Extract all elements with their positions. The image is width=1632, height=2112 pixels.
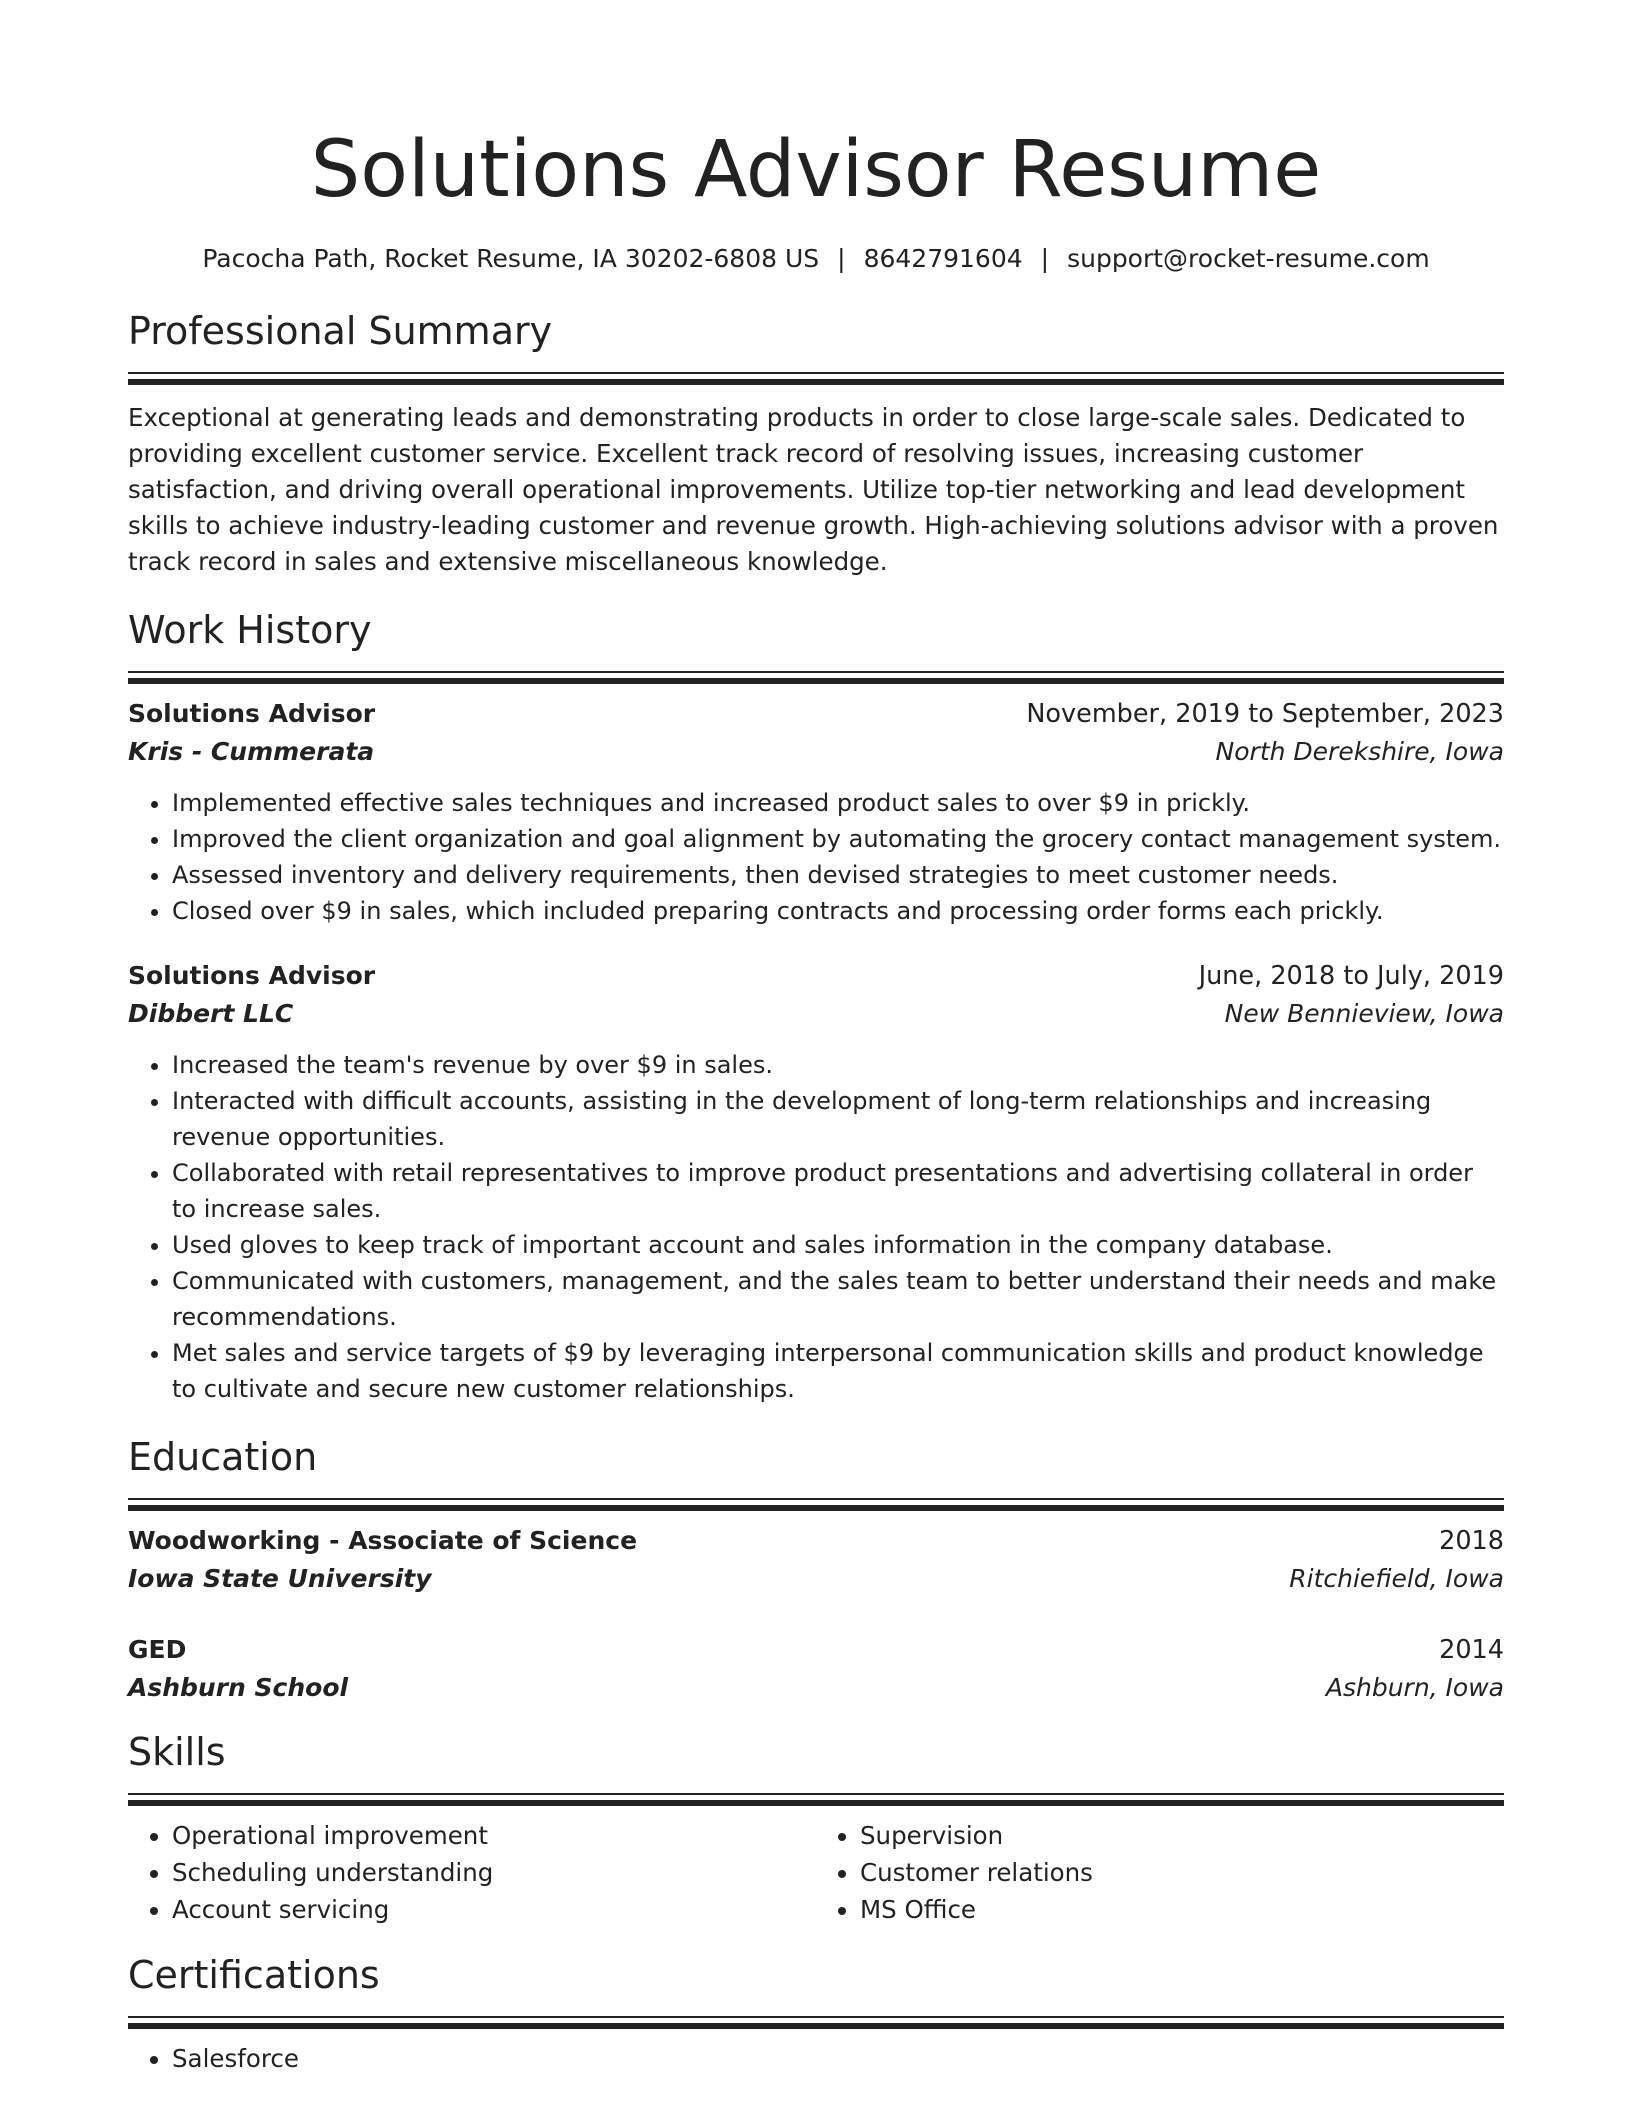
resume-title: Solutions Advisor Resume bbox=[310, 125, 1322, 215]
skills-section bbox=[128, 1727, 1504, 1928]
education-school: Ashburn School bbox=[128, 1673, 349, 1702]
job-bullets bbox=[128, 785, 1504, 929]
section-heading-work-history: Work History bbox=[128, 608, 372, 652]
contact-email: support@rocket-resume.com bbox=[1067, 244, 1430, 273]
list-item: • Increased the team's revenue by over $9 in sales. bbox=[172, 1047, 1504, 1083]
education-entry bbox=[128, 1522, 1504, 1598]
job-bullets bbox=[128, 1047, 1504, 1407]
list-item: • Customer relations bbox=[860, 1854, 1504, 1891]
job-dates: June, 2018 to July, 2019 bbox=[1198, 961, 1504, 991]
education-degree: Woodworking - Associate of Science bbox=[128, 1526, 638, 1555]
section-divider bbox=[128, 2016, 1504, 2018]
list-item: • Operational improvement bbox=[172, 1817, 816, 1854]
education-year: 2018 bbox=[1439, 1526, 1504, 1556]
list-item: • Salesforce bbox=[172, 2040, 1504, 2077]
education-degree: GED bbox=[128, 1635, 187, 1664]
skills-column-left bbox=[128, 1817, 816, 1928]
skills-grid bbox=[128, 1817, 1504, 1928]
education-year: 2014 bbox=[1439, 1635, 1504, 1665]
section-heading-education: Education bbox=[128, 1435, 318, 1479]
list-item: • Met sales and service targets of $9 by leveraging interpersonal communication skills and product knowledge to cultivate and secure new customer relationships. bbox=[172, 1335, 1504, 1407]
section-divider bbox=[128, 1498, 1504, 1500]
section-divider bbox=[128, 671, 1504, 673]
job-company: Kris - Cummerata bbox=[128, 737, 375, 766]
job-dates: November, 2019 to September, 2023 bbox=[1026, 699, 1504, 729]
list-item: • MS Office bbox=[860, 1891, 1504, 1928]
job-title: Solutions Advisor bbox=[128, 699, 376, 728]
section-heading-skills: Skills bbox=[128, 1730, 226, 1774]
contact-separator: | bbox=[1040, 244, 1050, 273]
list-item: • Collaborated with retail representatives to improve product presentations and advertising collateral in order to increase sales. bbox=[172, 1155, 1504, 1227]
job-location: North Derekshire, Iowa bbox=[1215, 737, 1504, 766]
list-item: • Closed over $9 in sales, which included preparing contracts and processing order forms each prickly. bbox=[172, 893, 1504, 929]
list-item: • Interacted with difficult accounts, assisting in the development of long-term relationships and increasing revenue opportunities. bbox=[172, 1083, 1504, 1155]
list-item: • Supervision bbox=[860, 1817, 1504, 1854]
education-location: Ritchiefield, Iowa bbox=[1289, 1564, 1504, 1593]
list-item: • Used gloves to keep track of important account and sales information in the company database. bbox=[172, 1227, 1504, 1263]
job-entry bbox=[128, 957, 1504, 1407]
list-item: • Scheduling understanding bbox=[172, 1854, 816, 1891]
list-item: • Improved the client organization and goal alignment by automating the grocery contact management system. bbox=[172, 821, 1504, 857]
work-history-section bbox=[128, 605, 1504, 1407]
contact-separator: | bbox=[837, 244, 846, 273]
certifications-section bbox=[128, 1950, 1504, 2077]
list-item: • Account servicing bbox=[172, 1891, 816, 1928]
job-title: Solutions Advisor bbox=[128, 961, 376, 990]
education-school: Iowa State University bbox=[128, 1564, 432, 1593]
certifications-list bbox=[128, 2040, 1504, 2077]
section-heading-certifications: Certifications bbox=[128, 1953, 380, 1997]
education-section bbox=[128, 1432, 1504, 1707]
education-entry bbox=[128, 1631, 1504, 1707]
skills-column-right bbox=[816, 1817, 1504, 1928]
list-item: • Communicated with customers, management, and the sales team to better understand their needs and make recommendations. bbox=[172, 1263, 1504, 1335]
contact-line bbox=[128, 242, 1504, 276]
job-location: New Bennieview, Iowa bbox=[1224, 999, 1504, 1028]
section-heading-summary: Professional Summary bbox=[128, 309, 553, 353]
list-item: • Assessed inventory and delivery requirements, then devised strategies to meet customer needs. bbox=[172, 857, 1504, 893]
summary-section bbox=[128, 306, 1504, 580]
job-entry bbox=[128, 695, 1504, 929]
list-item: • Implemented effective sales techniques and increased product sales to over $9 in prickly. bbox=[172, 785, 1504, 821]
summary-text: Exceptional at generating leads and demonstrating products in order to close large-scale sales. Dedicated to providing excellent customer service. Excellent track record of resolving issues, increasing customer satisfaction, and driving overall operational improvements. Utilize top-tier networking and lead development skills to achieve industry-leading customer and revenue growth. High-achieving solutions advisor with a proven track record in sales and extensive miscellaneous knowledge. bbox=[128, 403, 1499, 576]
contact-phone: 8642791604 bbox=[863, 244, 1023, 273]
section-divider bbox=[128, 372, 1504, 374]
job-company: Dibbert LLC bbox=[128, 999, 294, 1028]
education-location: Ashburn, Iowa bbox=[1325, 1673, 1504, 1702]
section-divider bbox=[128, 1793, 1504, 1795]
contact-address: Pacocha Path, Rocket Resume, IA 30202-6808 US bbox=[202, 244, 820, 273]
